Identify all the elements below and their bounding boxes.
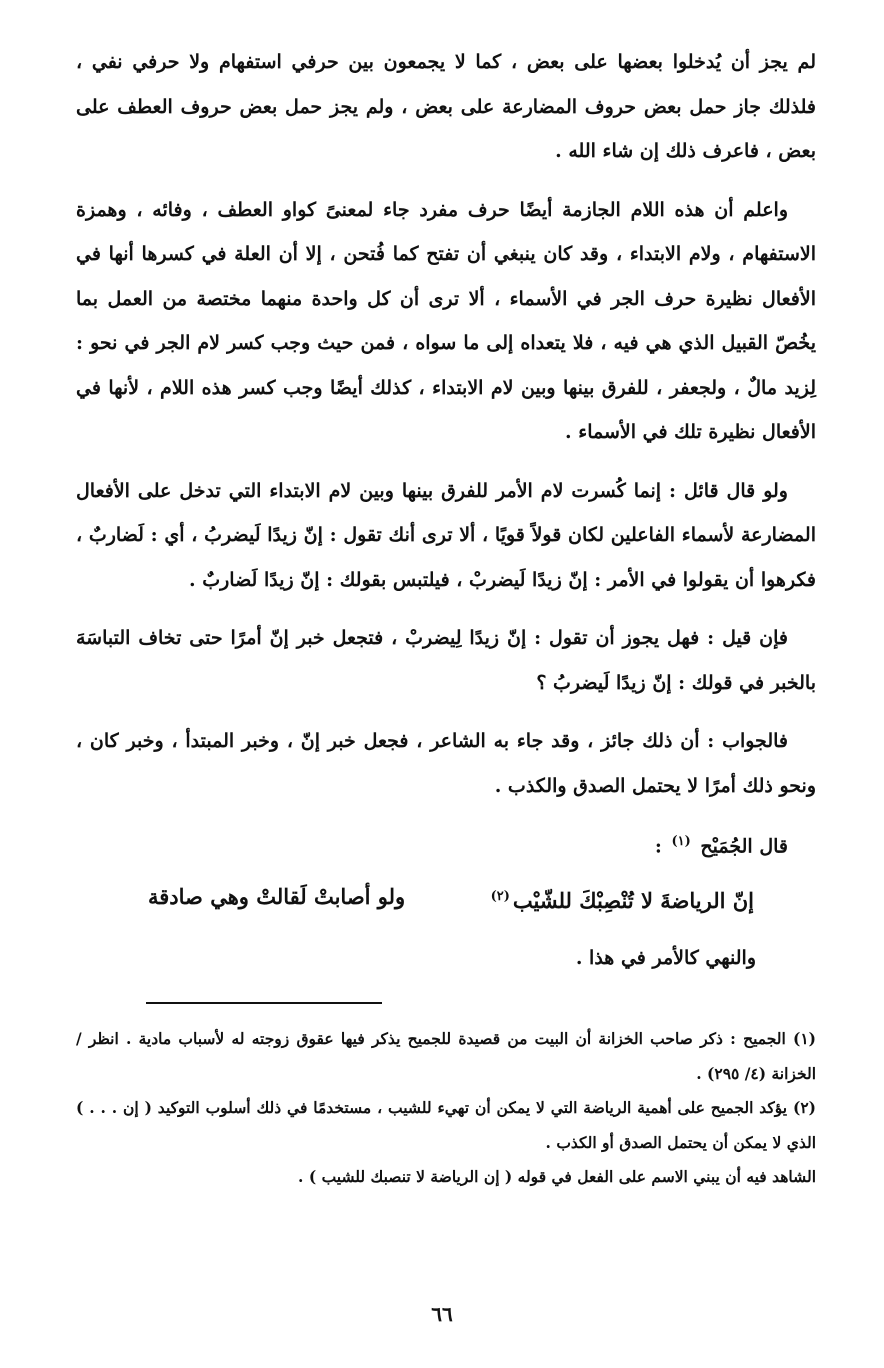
footnote-2: (٢) يؤكد الجميح على أهمية الرياضة التي لا يمكن أن تهيء للشيب ، مستخدمًا في ذلك أسلوب التوكيد ( إن . . . ) الذي لا يمكن أن يحتمل الصدق أو الكذب . bbox=[76, 1098, 816, 1152]
paragraph-1: لم يجز أن يُدخلوا بعضها على بعض ، كما لا يجمعون بين حرفي استفهام ولا حرفي نفي ، فلذلك جاز حمل بعض حروف المضارعة على بعض ، ولم يجز حمل بعض حروف العطف على بعض ، فاعرف ذلك إن شاء الله . bbox=[76, 51, 816, 162]
paragraph-2: واعلم أن هذه اللام الجازمة أيضًا حرف مفرد جاء لمعنىً كواو العطف ، وفائه ، وهمزة الاستفهام ، ولام الابتداء ، وقد كان ينبغي أن تفتح كما فُتحن ، إلا أن العلة في كسرها أنها في الأفعال نظيرة حرف الجر في الأسماء ، ألا ترى أن كل واحدة منهما مختصة من العمل بما يخُصّ القبيل الذي هي فيه ، فلا يتعداه إلى ما سواه ، فمن حيث وجب كسر لام الجر في نحو : لِزيد مالٌ ، ولجعفر ، للفرق بينها وبين لام الابتداء ، كذلك أيضًا وجب كسر هذه اللام ، لأنها في الأفعال نظيرة تلك في الأسماء . bbox=[76, 198, 816, 443]
verse-first-hemistich-text: إنّ الرياضةَ لا تُنْصِبْكَ للشّيْب bbox=[512, 888, 754, 914]
page-number: ٦٦ bbox=[431, 1302, 453, 1326]
verse-second-hemistich: ولو أصابتْ لَقالتْ وهي صادقة bbox=[148, 884, 406, 910]
poet-line bbox=[76, 822, 816, 866]
footnote-1: (١) الجميح : ذكر صاحب الخزانة أن البيت من قصيدة للجميح يذكر فيها عقوق زوجته له لأسباب مادية . انظر / الخزانة (٤/ ٢٩٥) . bbox=[76, 1029, 816, 1083]
footnote-marker-2: (٢) bbox=[490, 889, 510, 905]
footnote-separator bbox=[146, 1002, 382, 1004]
paragraph-4: فإن قيل : فهل يجوز أن تقول : إنّ زيدًا لِيضربْ ، فتجعل خبر إنّ أمرًا حتى تخاف التباسَهَ بالخبر في قولك : إنّ زيدًا لَيضربُ ؟ bbox=[76, 627, 816, 694]
verse-first-hemistich bbox=[488, 872, 754, 926]
poet-name: قال الجُمَيْح bbox=[700, 835, 788, 858]
paragraph-5: فالجواب : أن ذلك جائز ، وقد جاء به الشاعر ، فجعل خبر إنّ ، وخبر المبتدأ ، وخبر كان ، ونحو ذلك أمرًا لا يحتمل الصدق والكذب . bbox=[76, 730, 816, 797]
poet-colon: : bbox=[654, 835, 662, 858]
poetry-verse bbox=[76, 872, 816, 926]
page-body bbox=[76, 40, 816, 1195]
paragraph-3: ولو قال قائل : إنما كُسرت لام الأمر للفرق بينها وبين لام الابتداء التي تدخل على الأفعال المضارعة لأسماء الفاعلين لكان قولاً قويًا ، ألا ترى أنك تقول : إنّ زيدًا لَيضربُ ، أي : لَضاربٌ ، فكرهوا أن يقولوا في الأمر : إنّ زيدًا لَيضربْ ، فيلتبس بقولك : إنّ زيدًا لَضاربٌ . bbox=[76, 479, 816, 591]
footnotes bbox=[76, 1022, 816, 1195]
footnote-marker-1: (١) bbox=[671, 834, 691, 849]
after-verse-line: والنهي كالأمر في هذا . bbox=[575, 947, 756, 970]
footnote-2-continuation: الشاهد فيه أن يبني الاسم على الفعل في قوله ( إن الرياضة لا تنصبك للشيب ) . bbox=[298, 1167, 816, 1187]
